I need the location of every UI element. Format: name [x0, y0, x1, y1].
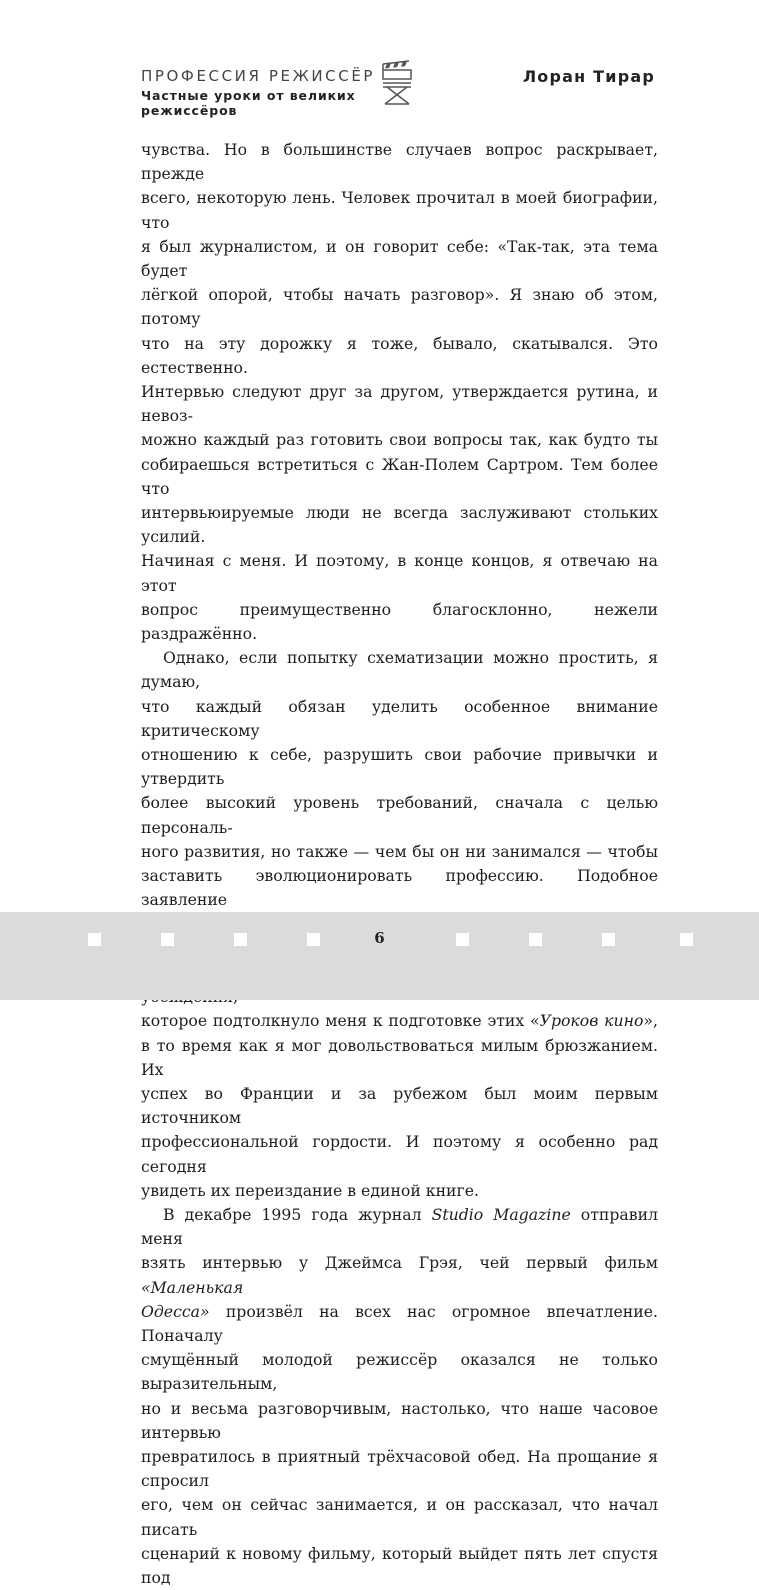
- paragraph: [141, 1203, 658, 1590]
- text-line: но и весьма разговорчивым, настолько, что наше часовое интервью: [141, 1398, 658, 1442]
- text-line: собираешься встретиться с Жан-Полем Сартром. Тем более что: [141, 454, 658, 498]
- text-line: Начиная с меня. И поэтому, в конце концов, я отвечаю на этот: [141, 551, 658, 595]
- text-line: интервьюируемые люди не всегда заслуживают стольких усилий.: [141, 503, 658, 547]
- text-line: Однако, если попытку схематизации можно простить, я думаю,: [141, 648, 658, 692]
- text-line: ного развития, но также — чем бы он ни занимался — чтобы: [141, 841, 658, 861]
- text-line: Интервью следуют друг за другом, утверждается рутина, и невоз-: [141, 382, 658, 426]
- text-line: его, чем он сейчас занимается, и он рассказал, что начал писать: [141, 1495, 658, 1539]
- text-line: лёгкой опорой, чтобы начать разговор». Я знаю об этом, потому: [141, 285, 658, 329]
- text-line: профессиональной гордости. И поэтому я особенно рад сегодня: [141, 1132, 658, 1176]
- book-series-title: ПРОФЕССИЯ РЕЖИССЁР: [141, 67, 376, 85]
- text-line: Одесса» произвёл на всех нас огромное впечатление. Поначалу: [141, 1301, 658, 1345]
- text-line: всего, некоторую лень. Человек прочитал в моей биографии, что: [141, 188, 658, 232]
- body-text: [141, 138, 658, 1590]
- text-line: успех во Франции и за рубежом был моим первым источником: [141, 1083, 658, 1128]
- book-subtitle: [141, 88, 375, 118]
- text-line: что на эту дорожку я тоже, бывало, скатывался. Это естественно.: [141, 333, 658, 377]
- text-line: я был журналистом, и он говорит себе: «Так-так, эта тема будет: [141, 236, 658, 281]
- text-line: в то время как я мог довольствоваться милым брюзжанием. Их: [141, 1035, 658, 1079]
- text-line: увидеть их переиздание в единой книге.: [141, 1180, 479, 1200]
- book-subtitle-line: Частные уроки от великих: [141, 88, 356, 103]
- author-name: Лоран Тирар: [522, 67, 655, 86]
- text-line: которое подтолкнуло меня к подготовке этих «Уроков кино»,: [141, 1011, 658, 1031]
- text-line: более высокий уровень требований, сначала с целью персональ-: [141, 793, 658, 837]
- running-header: [141, 66, 375, 118]
- book-subtitle-line: режиссёров: [141, 103, 238, 118]
- text-line: можно каждый раз готовить свои вопросы так, как будто ты: [141, 430, 658, 450]
- paragraph: [141, 138, 658, 646]
- text-line: смущённый молодой режиссёр оказался не только выразительным,: [141, 1350, 658, 1394]
- text-line: заставить эволюционировать профессию. Подобное заявление: [141, 866, 658, 910]
- text-line: отношению к себе, разрушить свои рабочие привычки и утвердить: [141, 745, 658, 789]
- director-chair-clapperboard-icon: [379, 60, 415, 106]
- page-number: 6: [374, 929, 385, 947]
- text-line: сценарий к новому фильму, который выйдет пять лет спустя под: [141, 1543, 658, 1587]
- text-line: вопрос преимущественно благосклонно, нежели раздражённо.: [141, 599, 658, 644]
- text-line: взять интервью у Джеймса Грэя, чей первый фильм «Маленькая: [141, 1253, 658, 1297]
- page-footer-band: [0, 912, 759, 1000]
- text-line: превратилось в приятный трёхчасовой обед. На прощание я спросил: [141, 1446, 658, 1491]
- text-line: В декабре 1995 года журнал Studio Magazine отправил меня: [141, 1204, 658, 1249]
- text-line: чувства. Но в большинстве случаев вопрос раскрывает, прежде: [141, 140, 658, 184]
- text-line: что каждый обязан уделить особенное внимание критическому: [141, 696, 658, 740]
